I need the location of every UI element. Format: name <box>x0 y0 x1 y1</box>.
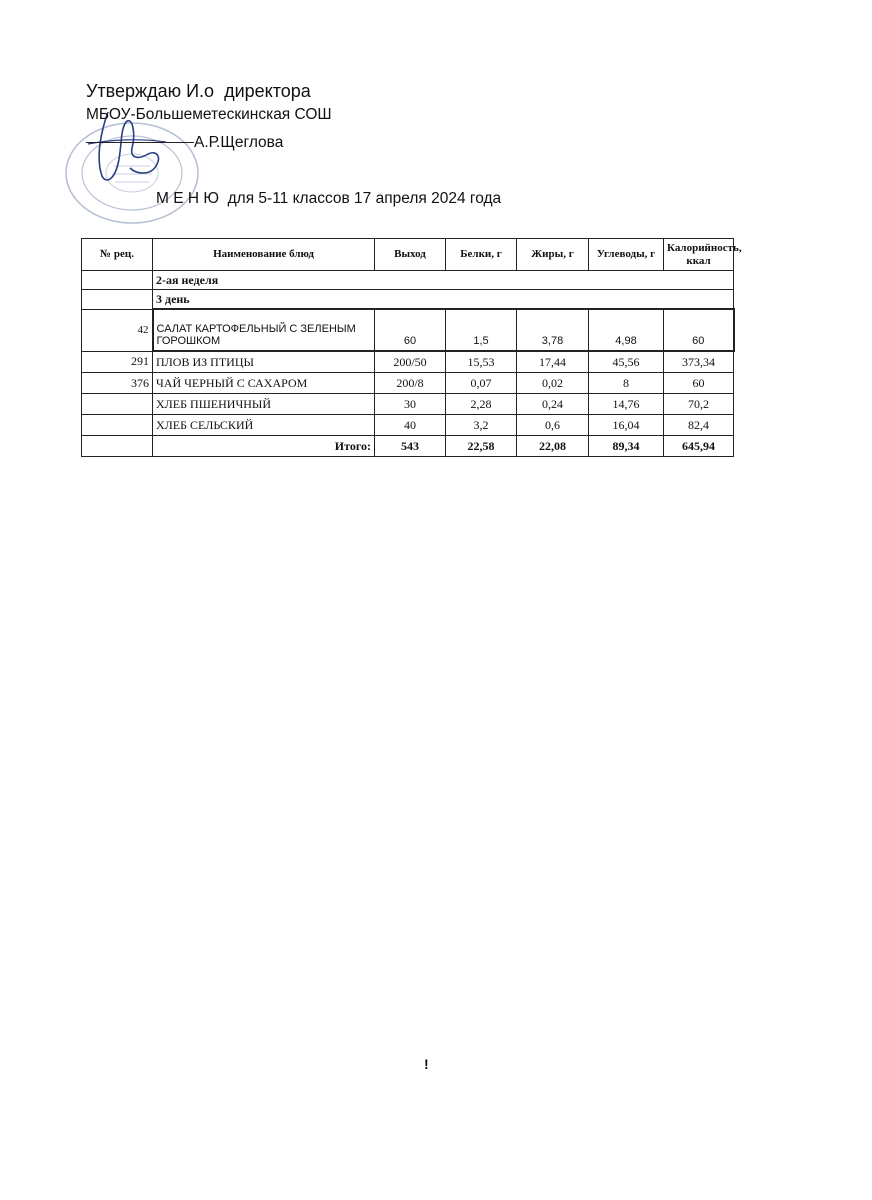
col-header-name: Наименование блюд <box>153 239 375 271</box>
dish-name: ПЛОВ ИЗ ПТИЦЫ <box>153 351 375 373</box>
table-row <box>82 351 734 373</box>
school-name: МБОУ-Большеметескинская СОШ <box>86 106 332 123</box>
dish-name: САЛАТ КАРТОФЕЛЬНЫЙ С ЗЕЛЕНЫМ ГОРОШКОМ <box>153 309 375 351</box>
dish-fat: 17,44 <box>517 351 589 373</box>
rec-number: 291 <box>82 351 153 373</box>
dish-carbs: 14,76 <box>589 394 664 415</box>
dish-kcal: 70,2 <box>664 394 734 415</box>
rec-number: 376 <box>82 373 153 394</box>
col-header-output: Выход <box>375 239 446 271</box>
director-name: А.Р.Щеглова <box>194 134 284 151</box>
total-rec-cell <box>82 436 153 457</box>
table-row <box>82 309 734 351</box>
dish-carbs: 16,04 <box>589 415 664 436</box>
dish-carbs: 45,56 <box>589 351 664 373</box>
total-row <box>82 436 734 457</box>
table-row <box>82 373 734 394</box>
total-output: 543 <box>375 436 446 457</box>
rec-number: 42 <box>82 309 153 351</box>
total-kcal: 645,94 <box>664 436 734 457</box>
dish-output: 40 <box>375 415 446 436</box>
week-label: 2-ая неделя <box>153 271 734 290</box>
rec-number <box>82 415 153 436</box>
col-header-rec: № рец. <box>82 239 153 271</box>
day-rec-cell <box>82 290 153 310</box>
col-header-fat: Жиры, г <box>517 239 589 271</box>
signature-underline <box>86 142 194 143</box>
menu-title: М Е Н Ю для 5-11 классов 17 апреля 2024 года <box>156 190 502 207</box>
day-label: 3 день <box>153 290 734 310</box>
signature-line <box>86 132 332 154</box>
dish-protein: 3,2 <box>446 415 517 436</box>
menu-table <box>81 238 742 457</box>
week-rec-cell <box>82 271 153 290</box>
total-label: Итого: <box>153 436 375 457</box>
dish-output: 30 <box>375 394 446 415</box>
dish-name: ЧАЙ ЧЕРНЫЙ С САХАРОМ <box>153 373 375 394</box>
table-row <box>82 394 734 415</box>
dish-kcal: 373,34 <box>664 351 734 373</box>
dish-protein: 1,5 <box>446 309 517 351</box>
dish-fat: 3,78 <box>517 309 589 351</box>
table-row <box>82 415 734 436</box>
dish-fat: 0,6 <box>517 415 589 436</box>
header-row <box>82 239 734 271</box>
dish-output: 200/8 <box>375 373 446 394</box>
dish-carbs: 4,98 <box>589 309 664 351</box>
approval-title: Утверждаю И.о директора <box>86 81 311 101</box>
dish-output: 60 <box>375 309 446 351</box>
dish-name: ХЛЕБ ПШЕНИЧНЫЙ <box>153 394 375 415</box>
dish-name: ХЛЕБ СЕЛЬСКИЙ <box>153 415 375 436</box>
page-mark: ! <box>424 1056 429 1072</box>
dish-kcal: 82,4 <box>664 415 734 436</box>
week-row <box>82 271 734 290</box>
dish-output: 200/50 <box>375 351 446 373</box>
col-header-protein: Белки, г <box>446 239 517 271</box>
dish-fat: 0,02 <box>517 373 589 394</box>
approval-block <box>86 80 332 154</box>
dish-kcal: 60 <box>664 373 734 394</box>
col-header-carbs: Углеводы, г <box>589 239 664 271</box>
col-header-kcal: Калорийность, ккал <box>664 239 734 271</box>
dish-carbs: 8 <box>589 373 664 394</box>
rec-number <box>82 394 153 415</box>
total-protein: 22,58 <box>446 436 517 457</box>
dish-fat: 0,24 <box>517 394 589 415</box>
day-row <box>82 290 734 310</box>
dish-protein: 0,07 <box>446 373 517 394</box>
dish-protein: 2,28 <box>446 394 517 415</box>
dish-kcal: 60 <box>664 309 734 351</box>
total-carbs: 89,34 <box>589 436 664 457</box>
dish-protein: 15,53 <box>446 351 517 373</box>
total-fat: 22,08 <box>517 436 589 457</box>
